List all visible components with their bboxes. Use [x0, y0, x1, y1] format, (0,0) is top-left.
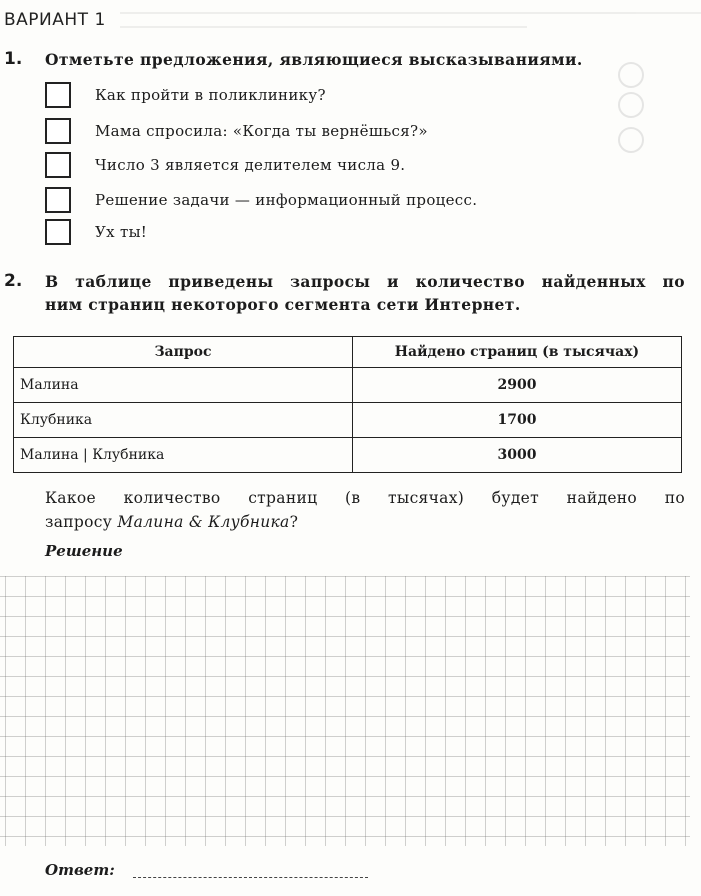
task2-prompt-line1: В таблице приведены запросы и количество найденных по: [45, 272, 685, 291]
task2-question-line2: [45, 510, 685, 534]
question-suffix: ?: [289, 513, 299, 531]
answer-label: Ответ:: [45, 861, 115, 879]
pages-cell: 3000: [353, 438, 682, 473]
checkbox[interactable]: [45, 187, 71, 213]
column-header-query: Запрос: [14, 337, 353, 368]
question-prefix: запросу: [45, 513, 118, 531]
solution-label: Решение: [45, 542, 123, 560]
option-label: Как пройти в поликлинику?: [95, 86, 326, 104]
option-label: Ух ты!: [95, 223, 148, 241]
column-header-pages: Найдено страниц (в тысячах): [353, 337, 682, 368]
option-label: Число 3 является делителем числа 9.: [95, 156, 406, 174]
task1-option-5[interactable]: [45, 217, 147, 247]
pages-cell: 2900: [353, 368, 682, 403]
query-cell: Малина: [14, 368, 353, 403]
checkbox[interactable]: [45, 219, 71, 245]
query-cell: Клубника: [14, 403, 353, 438]
task2-number: 2.: [4, 271, 23, 291]
table-row: [14, 438, 682, 473]
task1-option-3[interactable]: [45, 150, 405, 180]
table-header-row: [14, 337, 682, 368]
query-cell: Малина | Клубника: [14, 438, 353, 473]
variant-heading: ВАРИАНТ 1: [4, 10, 106, 30]
checkbox[interactable]: [45, 118, 71, 144]
checkbox[interactable]: [45, 152, 71, 178]
answer-field[interactable]: [133, 876, 368, 878]
task1-option-4[interactable]: [45, 185, 477, 215]
bleed-through-text: [120, 0, 701, 36]
table-row: [14, 403, 682, 438]
bleed-through-circles: [601, 60, 701, 160]
task2-question: [45, 486, 685, 534]
query-table: [13, 336, 682, 473]
checkbox[interactable]: [45, 82, 71, 108]
table-row: [14, 368, 682, 403]
question-query: Малина & Клубника: [117, 513, 290, 531]
task1-option-2[interactable]: [45, 116, 428, 146]
task2-question-line1: Какое количество страниц (в тысячах) будет найдено по: [45, 489, 685, 507]
task2-prompt-line2: ним страниц некоторого сегмента сети Интернет.: [45, 295, 521, 314]
task1-number: 1.: [4, 49, 23, 69]
task1-option-1[interactable]: [45, 80, 326, 110]
option-label: Решение задачи — информационный процесс.: [95, 191, 478, 209]
pages-cell: 1700: [353, 403, 682, 438]
option-label: Мама спросила: «Когда ты вернёшься?»: [95, 122, 428, 140]
task1-prompt: Отметьте предложения, являющиеся высказываниями.: [45, 50, 583, 69]
solution-grid[interactable]: [0, 576, 690, 846]
